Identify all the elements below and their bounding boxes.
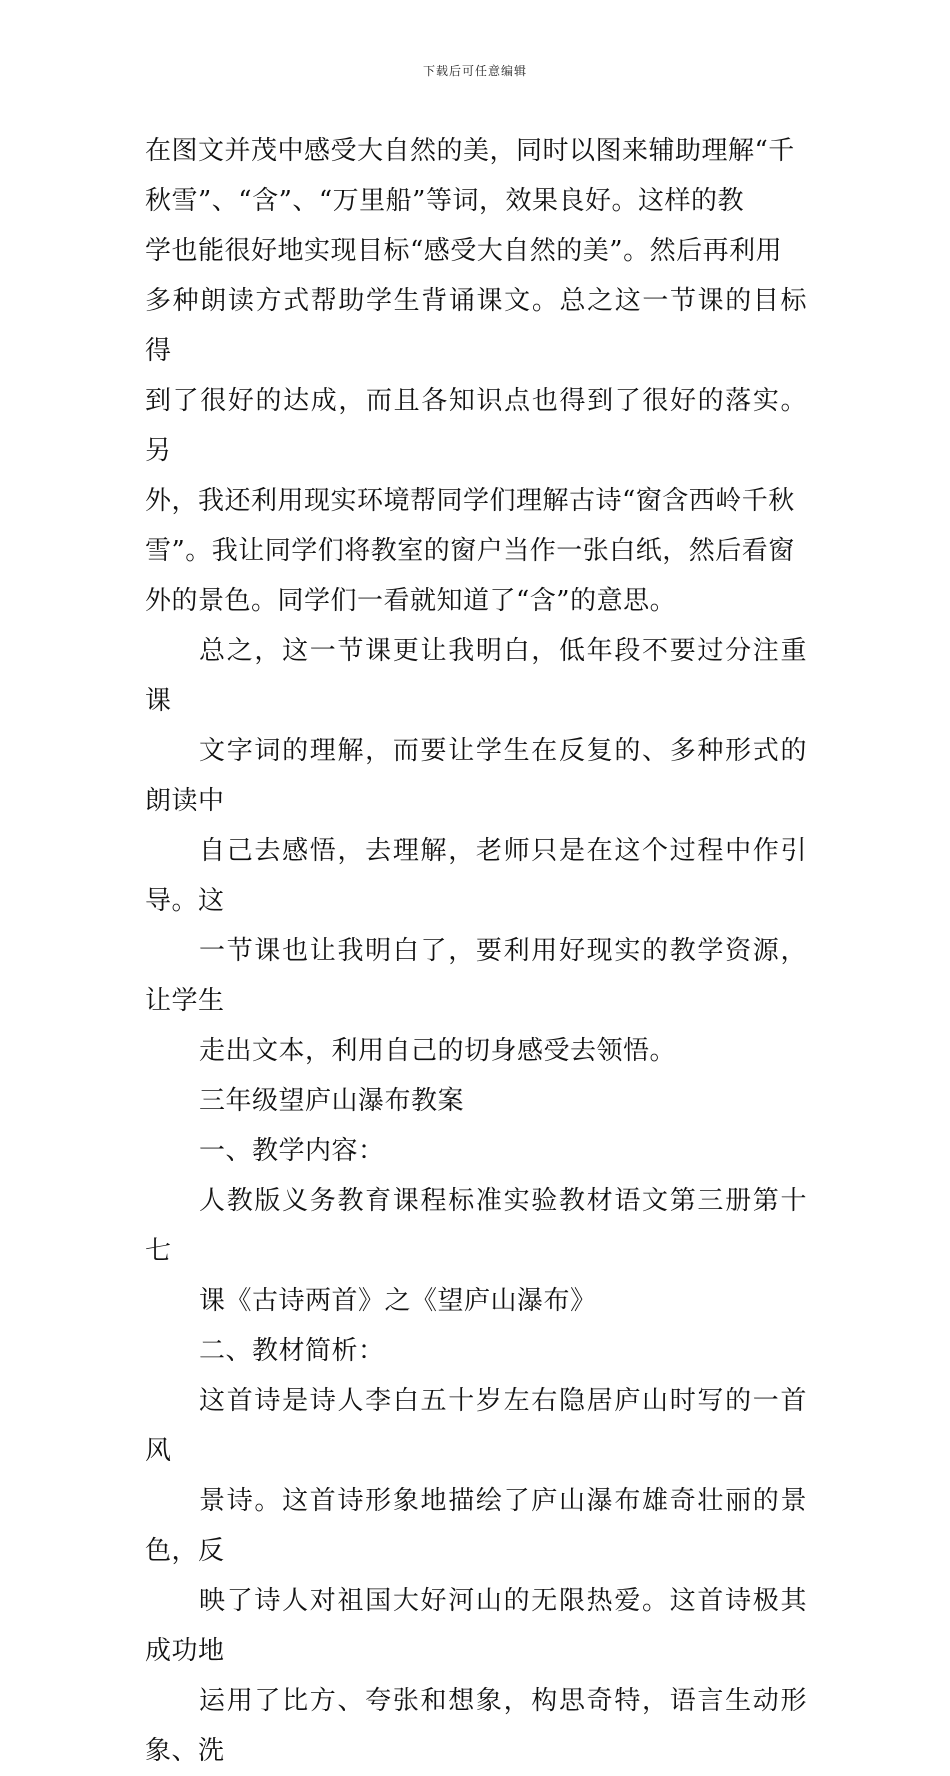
text-line: 课《古诗两首》之《望庐山瀑布》 <box>199 1286 597 1316</box>
text-line: 外，我还利用现实环境帮同学们理解古诗“窗含西岭千秋 <box>145 486 795 516</box>
text-line: 雪”。我让同学们将教室的窗户当作一张白纸，然后看窗 <box>145 536 795 566</box>
text-line: 人教版义务教育课程标准实验教材语文第三册第十七 <box>145 1186 807 1266</box>
paragraph <box>145 1326 807 1376</box>
text-line: 一、教学内容： <box>199 1136 385 1166</box>
page-header: 下载后可任意编辑 <box>422 64 527 78</box>
paragraph <box>145 626 807 1076</box>
text-line: 二、教材简析： <box>199 1336 385 1366</box>
paragraph <box>145 1126 807 1176</box>
text-line: 运用了比方、夸张和想象，构思奇特，语言生动形象、洗 <box>145 1686 807 1766</box>
text-line: 文字词的理解，而要让学生在反复的、多种形式的朗读中 <box>145 736 807 816</box>
text-line: 景诗。这首诗形象地描绘了庐山瀑布雄奇壮丽的景色，反 <box>145 1486 807 1566</box>
text-line: 多种朗读方式帮助学生背诵课文。总之这一节课的目标得 <box>145 286 807 366</box>
paragraph <box>145 1376 807 1776</box>
document-body <box>145 126 807 1776</box>
text-line: 映了诗人对祖国大好河山的无限热爱。这首诗极其成功地 <box>145 1586 807 1666</box>
text-line: 总之，这一节课更让我明白，低年段不要过分注重课 <box>145 636 807 716</box>
text-line: 一节课也让我明白了，要利用好现实的教学资源，让学生 <box>145 936 807 1016</box>
text-line: 自己去感悟，去理解，老师只是在这个过程中作引导。这 <box>145 836 807 916</box>
paragraph <box>145 1176 807 1326</box>
text-line: 外的景色。同学们一看就知道了“含”的意思。 <box>145 586 677 616</box>
text-line: 在图文并茂中感受大自然的美，同时以图来辅助理解“千 <box>145 136 795 166</box>
paragraph <box>145 126 807 626</box>
text-line: 秋雪”、“含”、“万里船”等词，效果良好。这样的教 <box>145 186 744 216</box>
text-line: 这首诗是诗人李白五十岁左右隐居庐山时写的一首风 <box>145 1386 807 1466</box>
paragraph <box>145 1076 807 1126</box>
text-line: 三年级望庐山瀑布教案 <box>199 1086 465 1116</box>
text-line: 学也能很好地实现目标“感受大自然的美”。然后再利用 <box>145 236 783 266</box>
text-line: 走出文本，利用自己的切身感受去领悟。 <box>199 1036 677 1066</box>
text-line: 到了很好的达成，而且各知识点也得到了很好的落实。另 <box>145 386 807 466</box>
